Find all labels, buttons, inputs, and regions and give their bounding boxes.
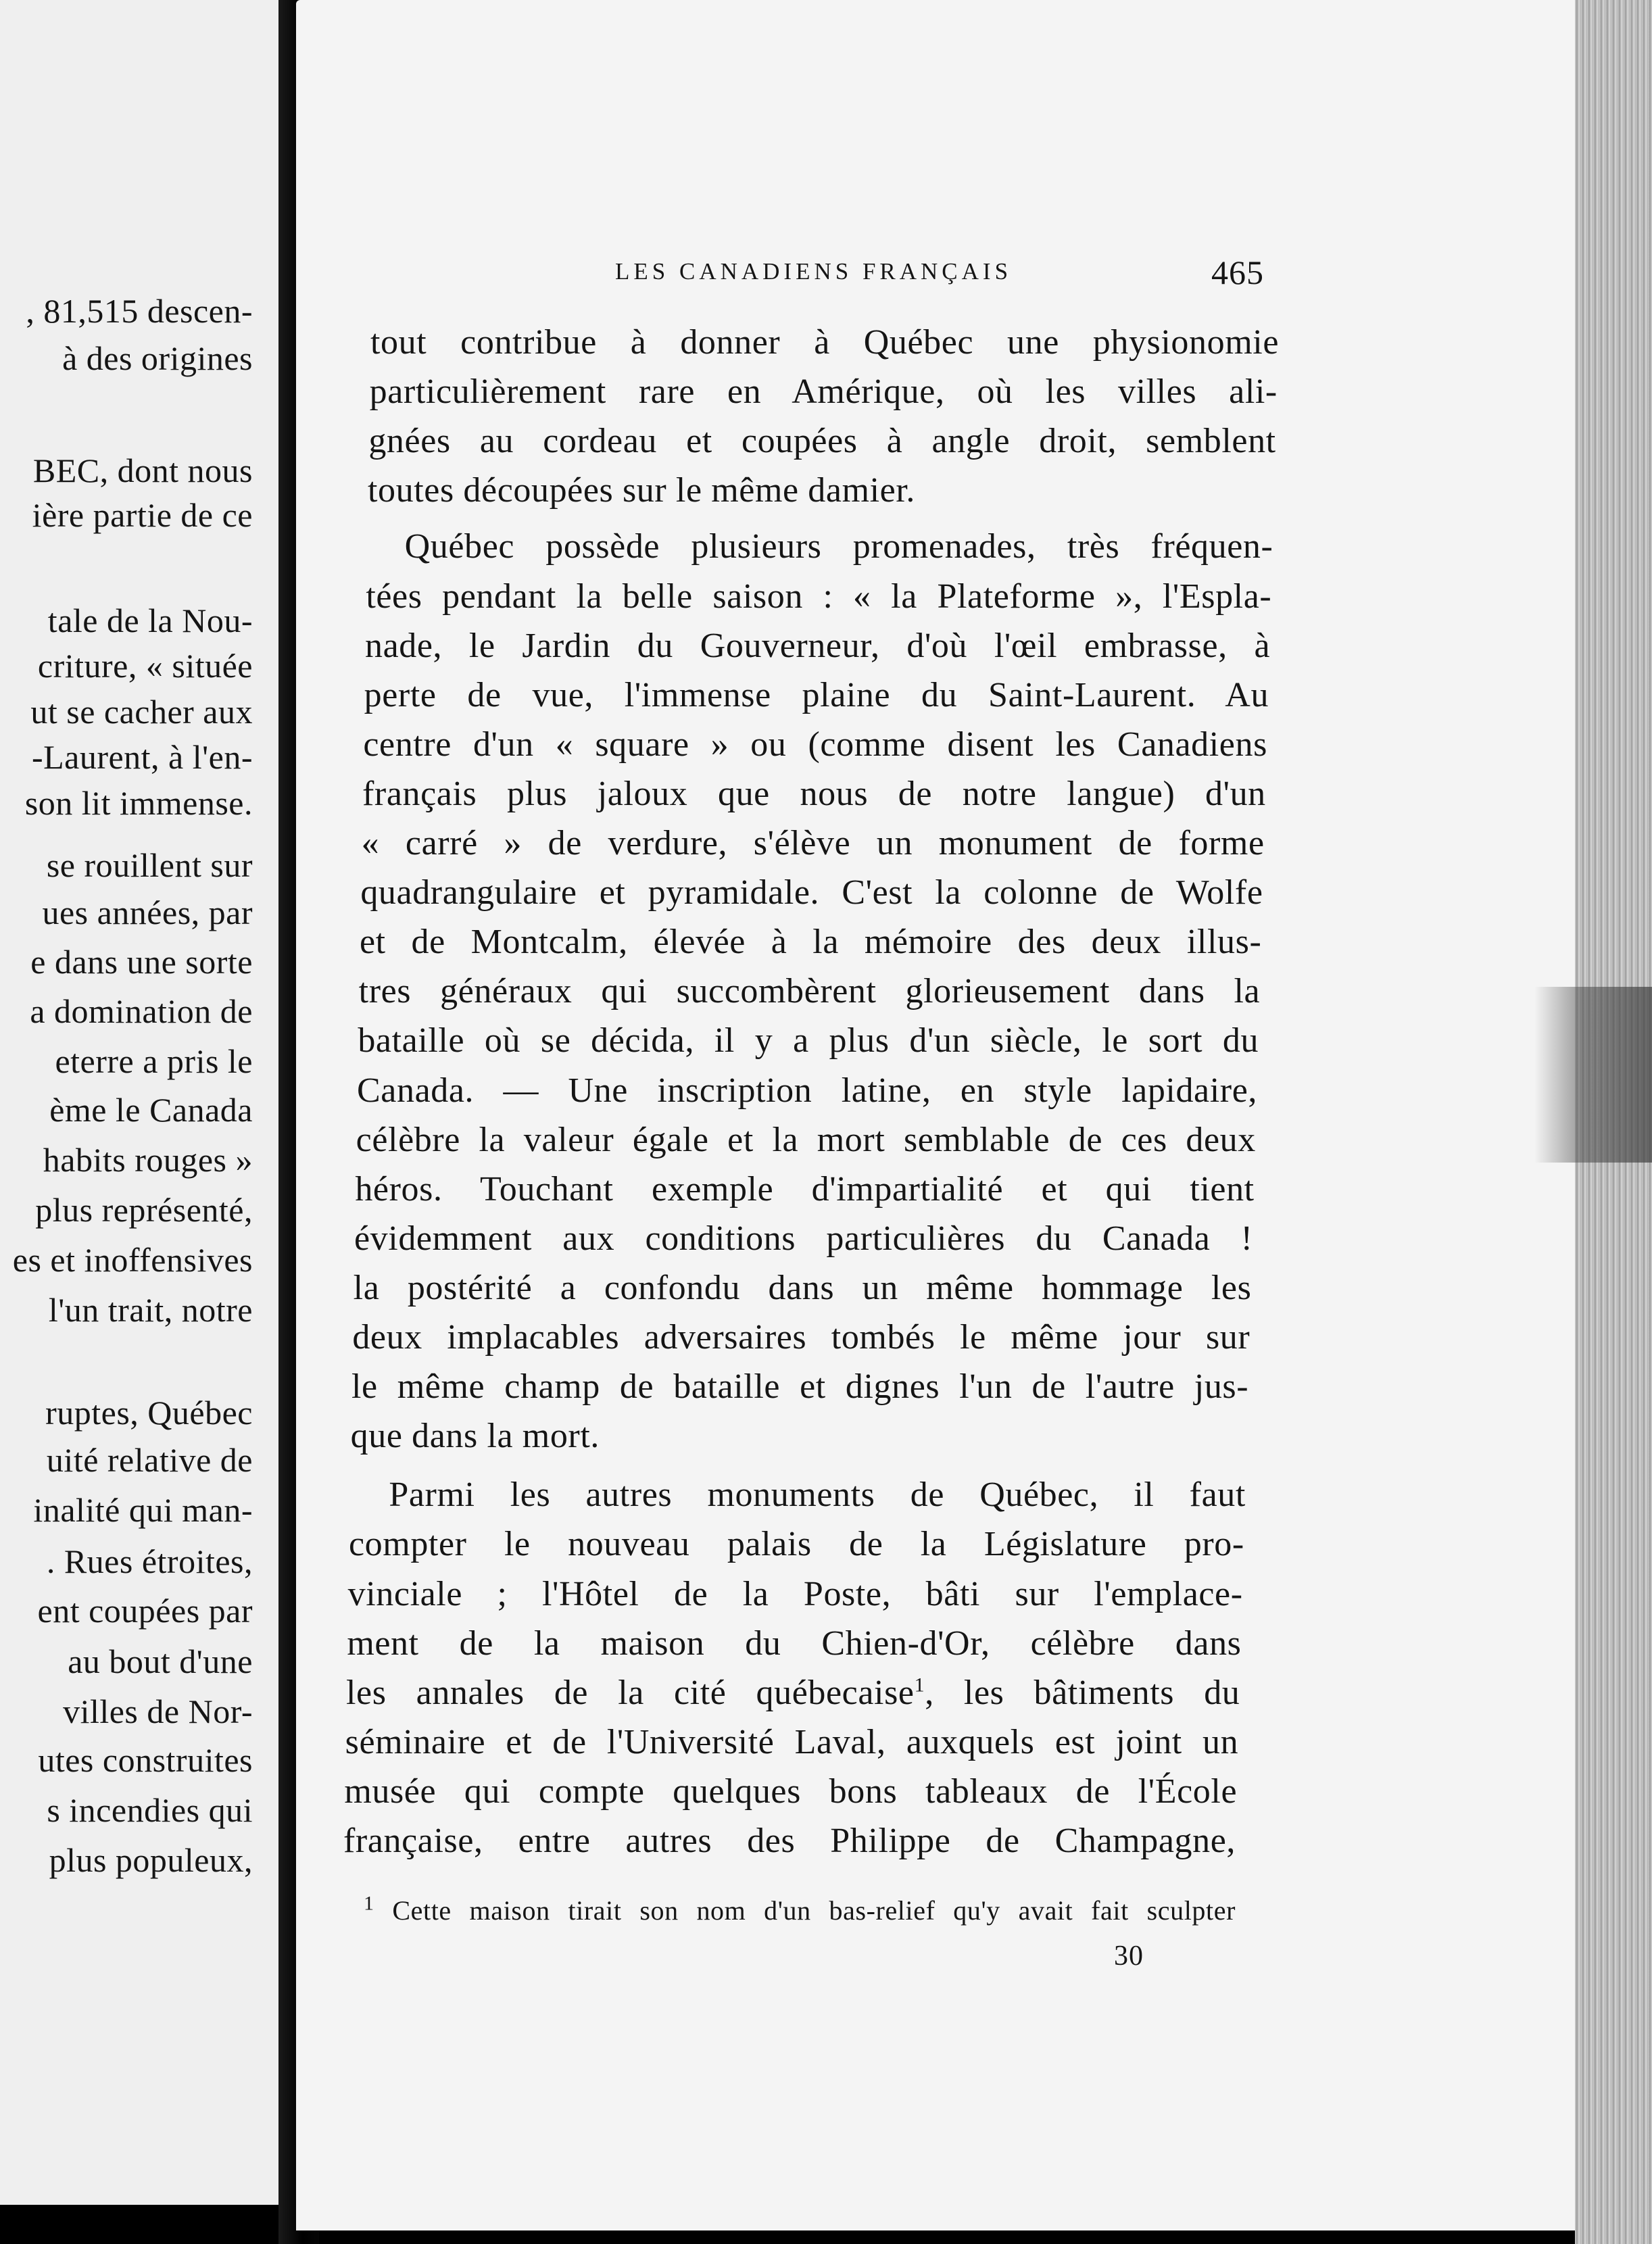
body-line-text-continued: , les bâtiments du bbox=[925, 1673, 1240, 1712]
left-line: tale de la Nou- bbox=[47, 602, 253, 639]
left-line: ues années, par bbox=[42, 894, 253, 931]
left-line: à des origines bbox=[62, 339, 253, 377]
left-line: ière partie de ce bbox=[32, 496, 253, 534]
left-line: es et inoffensives bbox=[12, 1241, 253, 1279]
body-line: et de Montcalm, élevée à la mémoire des deux illus- bbox=[360, 923, 1262, 962]
left-line: plus représenté, bbox=[35, 1191, 253, 1229]
body-line: tout contribue à donner à Québec une physionomie bbox=[370, 323, 1279, 362]
signature-mark: 30 bbox=[1114, 1941, 1144, 1972]
body-line: français plus jaloux que nous de notre langue) d'un bbox=[362, 774, 1266, 813]
left-line: ème le Canada bbox=[49, 1091, 253, 1129]
left-line: uité relative de bbox=[46, 1441, 253, 1479]
body-line-text: les annales de la cité québecaise bbox=[346, 1673, 915, 1712]
left-line: inalité qui man- bbox=[33, 1491, 253, 1529]
body-line: gnées au cordeau et coupées à angle droit, semblent bbox=[368, 422, 1276, 461]
body-line: Canada. — Une inscription latine, en style lapidaire, bbox=[357, 1071, 1257, 1110]
body-line: centre d'un « square » ou (comme disent les Canadiens bbox=[363, 725, 1267, 764]
footnote bbox=[364, 1894, 1236, 1928]
left-line: utes construites bbox=[38, 1741, 253, 1779]
body-line: quadrangulaire et pyramidale. C'est la colonne de Wolfe bbox=[360, 873, 1263, 912]
body-line: « carré » de verdure, s'élève un monument de forme bbox=[361, 824, 1265, 862]
body-line: nade, le Jardin du Gouverneur, d'où l'œil embrasse, à bbox=[365, 626, 1271, 665]
body-line: bataille où se décida, il y a plus d'un siècle, le sort du bbox=[358, 1021, 1259, 1060]
left-line: habits rouges » bbox=[43, 1141, 253, 1179]
body-line: la postérité a confondu dans un même hommage les bbox=[353, 1268, 1252, 1307]
left-line: se rouillent sur bbox=[46, 846, 253, 884]
body-line: le même champ de bataille et dignes l'un de l'autre jus- bbox=[351, 1367, 1249, 1407]
left-line: au bout d'une bbox=[68, 1642, 253, 1680]
left-page bbox=[0, 0, 278, 2205]
left-line: ut se cacher aux bbox=[30, 693, 253, 731]
left-line: BEC, dont nous bbox=[32, 452, 253, 489]
left-line: ruptes, Québec bbox=[45, 1394, 253, 1432]
footnote-text: Cette maison tirait son nom d'un bas-relief qu'y avait fait sculpter bbox=[392, 1895, 1236, 1926]
left-line: e dans une sorte bbox=[30, 943, 253, 981]
left-line: son lit immense. bbox=[24, 784, 253, 822]
left-line: -Laurent, à l'en- bbox=[31, 738, 253, 776]
left-line: ent coupées par bbox=[37, 1592, 253, 1630]
left-line: . Rues étroites, bbox=[46, 1542, 253, 1580]
left-line: , 81,515 descen- bbox=[26, 292, 253, 330]
left-line: criture, « située bbox=[37, 647, 253, 685]
left-line: villes de Nor- bbox=[63, 1692, 253, 1730]
body-line-with-note-ref bbox=[346, 1669, 1240, 1717]
page-edge-shadow bbox=[1534, 987, 1652, 1163]
footnote-reference: 1 bbox=[914, 1674, 925, 1697]
footnote-marker: 1 bbox=[364, 1892, 374, 1915]
body-line: Québec possède plusieurs promenades, très fréquen- bbox=[404, 527, 1273, 566]
body-line: deux implacables adversaires tombés le même jour sur bbox=[352, 1318, 1250, 1357]
body-line: particulièrement rare en Amérique, où les villes ali- bbox=[369, 372, 1278, 412]
left-line: a domination de bbox=[30, 992, 253, 1030]
body-line: compter le nouveau palais de la Législature pro- bbox=[349, 1525, 1244, 1564]
body-line: ment de la maison du Chien-d'Or, célèbre dans bbox=[347, 1624, 1242, 1663]
body-line: tres généraux qui succombèrent glorieusement dans la bbox=[358, 972, 1261, 1011]
body-line: héros. Touchant exemple d'impartialité et qui tient bbox=[355, 1169, 1255, 1209]
left-line: plus populeux, bbox=[49, 1841, 253, 1879]
body-line: que dans la mort. bbox=[350, 1417, 600, 1456]
body-line: célèbre la valeur égale et la mort semblable de ces deux bbox=[356, 1120, 1256, 1159]
body-line: toutes découpées sur le même damier. bbox=[368, 471, 916, 510]
body-line: Parmi les autres monuments de Québec, il faut bbox=[389, 1475, 1246, 1515]
body-line: perte de vue, l'immense plaine du Saint-Laurent. Au bbox=[364, 675, 1269, 714]
page-number: 465 bbox=[1211, 253, 1264, 291]
body-line: musée qui compte quelques bons tableaux de l'École bbox=[344, 1772, 1238, 1811]
left-line: s incendies qui bbox=[47, 1791, 253, 1829]
body-line: vinciale ; l'Hôtel de la Poste, bâti sur l'emplace- bbox=[347, 1574, 1243, 1613]
body-line: séminaire et de l'Université Laval, auxquels est joint un bbox=[345, 1722, 1239, 1761]
body-line: évidemment aux conditions particulières du Canada ! bbox=[354, 1219, 1253, 1258]
left-line: eterre a pris le bbox=[55, 1042, 253, 1080]
running-header: LES CANADIENS FRANÇAIS bbox=[615, 258, 1013, 285]
body-line: française, entre autres des Philippe de Champagne, bbox=[343, 1822, 1236, 1860]
left-line: l'un trait, notre bbox=[48, 1291, 253, 1329]
body-line: tées pendant la belle saison : « la Plateforme », l'Espla- bbox=[366, 577, 1272, 616]
